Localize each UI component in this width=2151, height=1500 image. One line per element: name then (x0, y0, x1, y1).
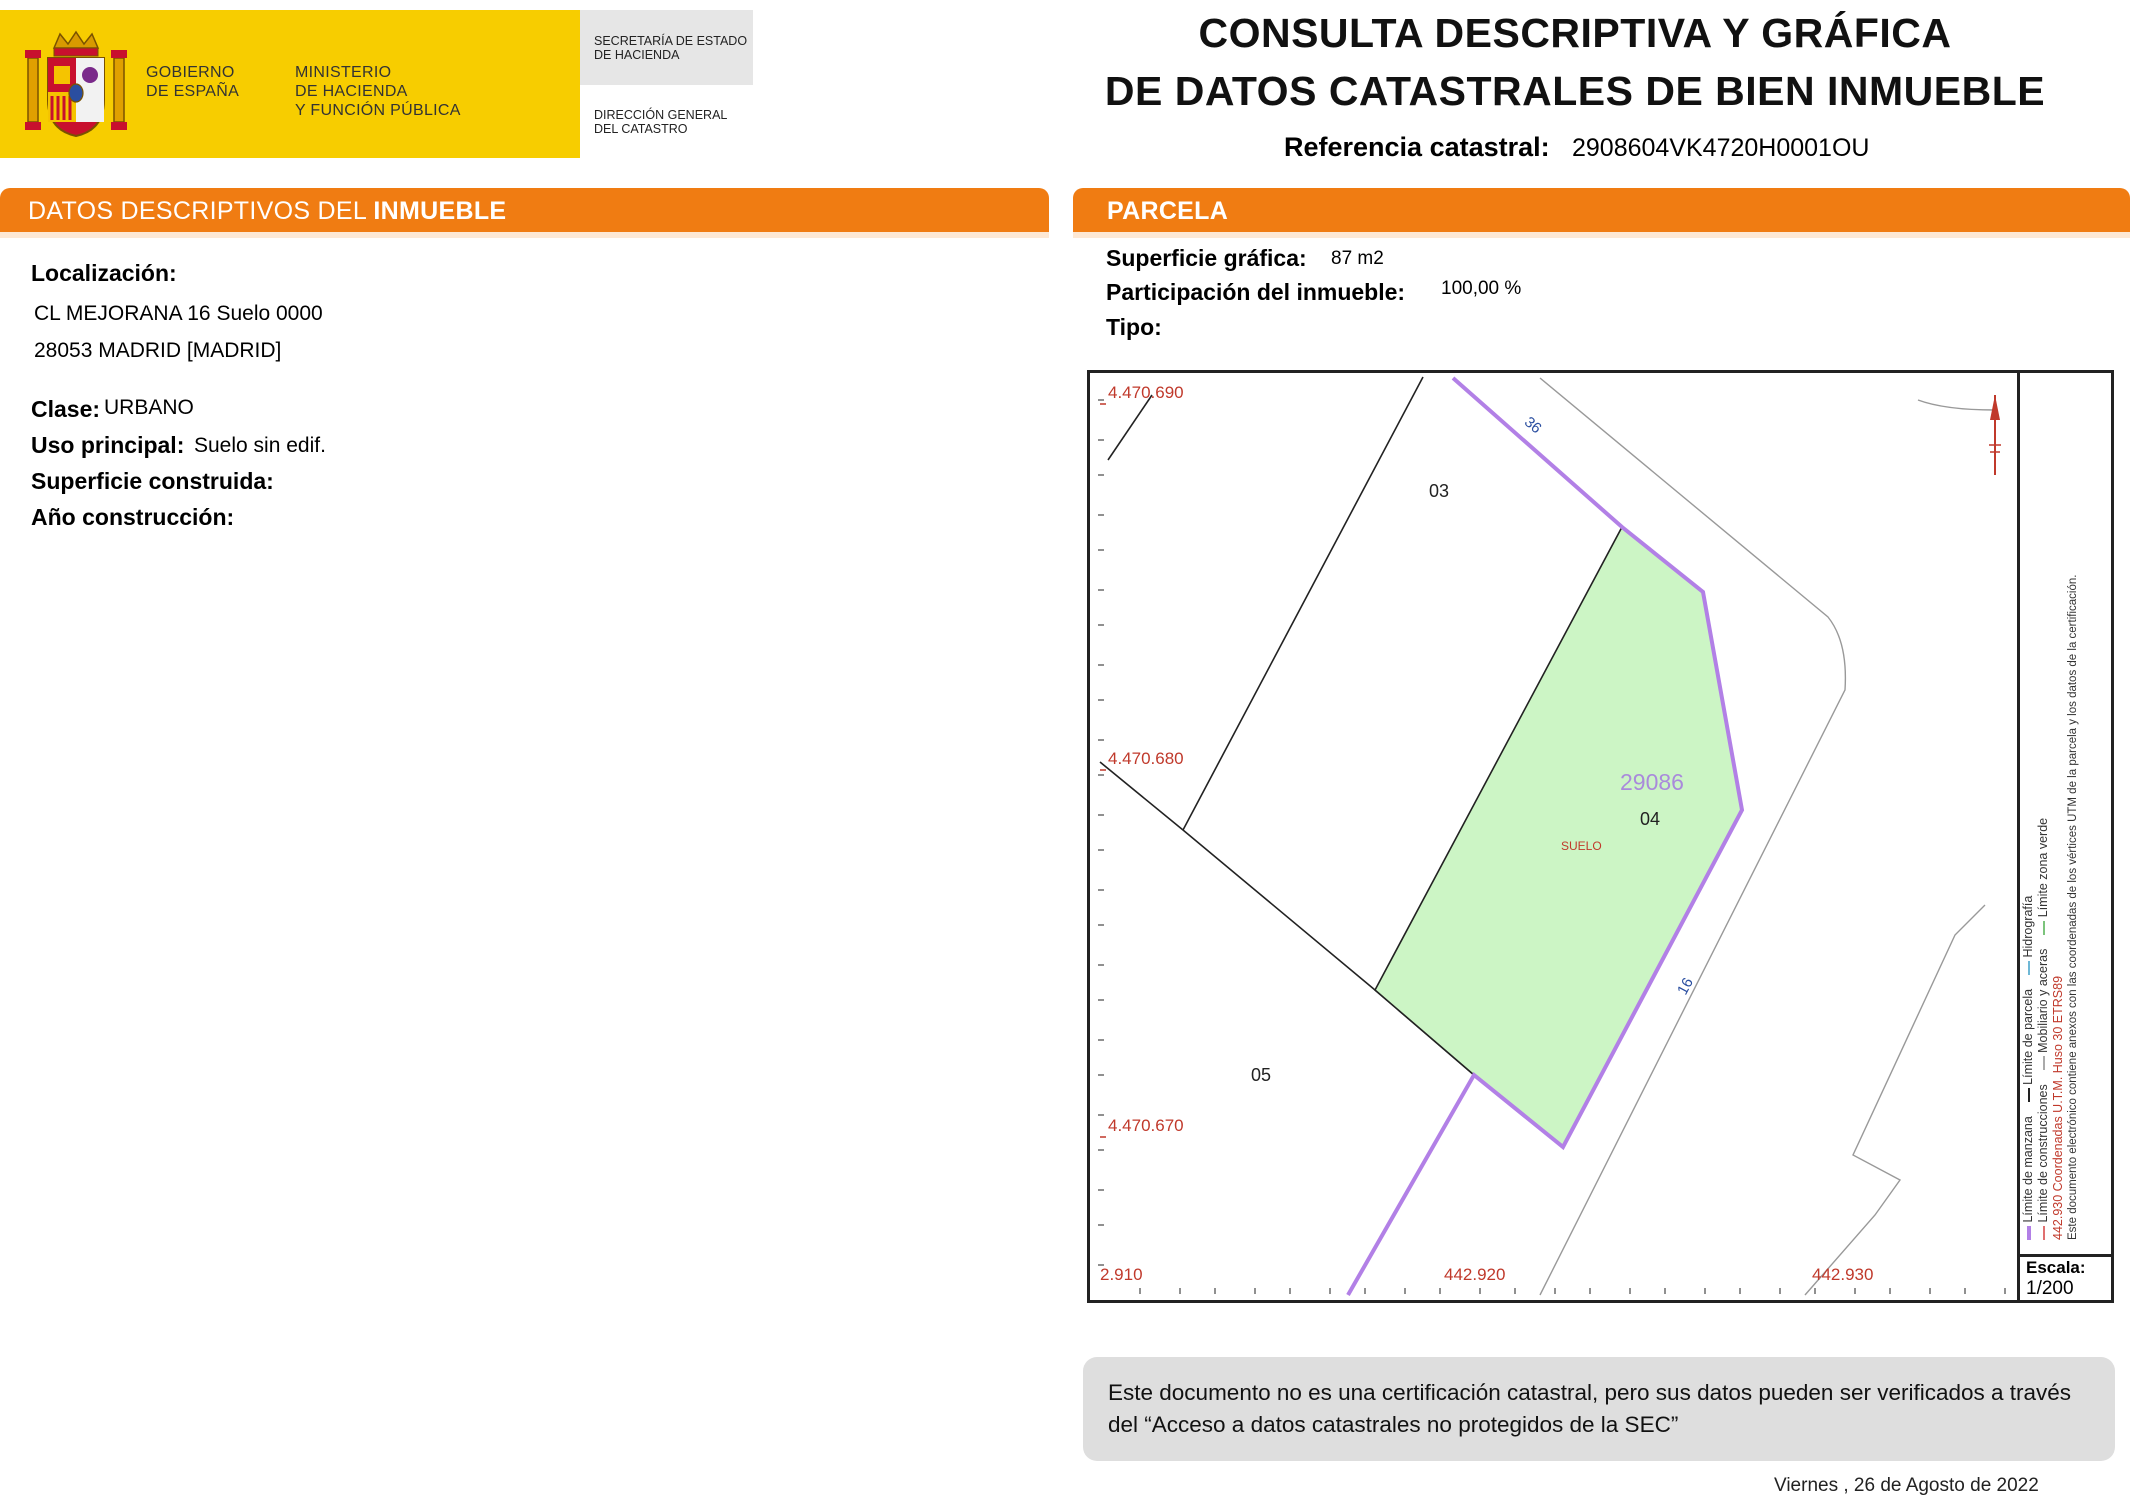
uso-principal-label: Uso principal: (31, 432, 185, 458)
participacion-label: Participación del inmueble: (1106, 279, 1406, 305)
mobiliario-swatch (2043, 1056, 2045, 1070)
construcciones-swatch (2043, 1226, 2045, 1240)
datos-descriptivos-title (28, 197, 506, 226)
legend-item: Mobiliario y aceras (2036, 948, 2050, 1053)
page-title-line2: DE DATOS CATASTRALES DE BIEN INMUEBLE (1104, 68, 2046, 114)
ref-catastral-value: 2908604VK4720H0001OU (1572, 134, 1870, 162)
page-title-line1: CONSULTA DESCRIPTIVA Y GRÁFICA (1198, 10, 1952, 56)
tipo-label: Tipo: (1106, 314, 1162, 340)
gobierno-text (146, 63, 239, 101)
scale-label: Escala: (2026, 1258, 2086, 1277)
ministerio-line: DE HACIENDA (295, 83, 408, 100)
north-arrow-icon (1989, 395, 2001, 475)
gobierno-line: DE ESPAÑA (146, 83, 240, 100)
legend-documento: Este documento electrónico contiene anexos con las coordenadas de los vértices UTM de la parcela y los datos de la certificación. (2067, 574, 2079, 1240)
band-underline (1073, 232, 2130, 238)
legend-coordenadas: 442.930 Coordenadas U.T.M. Huso 30 ETRS89 (2051, 975, 2065, 1240)
address-line2: 28053 MADRID [MADRID] (34, 339, 282, 362)
ministerio-line: Y FUNCIÓN PÚBLICA (295, 102, 461, 119)
ministerio-text (295, 63, 461, 120)
secretaria-text (594, 34, 747, 62)
coord-x-label: 2.910 (1100, 1265, 1143, 1284)
gobierno-line: GOBIERNO (146, 64, 235, 81)
participacion-value: 100,00 % (1441, 278, 1522, 299)
band-title-prefix: DATOS DESCRIPTIVOS DEL (28, 197, 374, 225)
datos-descriptivos-band (0, 188, 1049, 232)
coord-y-label: 4.470.680 (1108, 749, 1184, 768)
legend-text-block (2021, 380, 2113, 1240)
map-legend (2021, 370, 2113, 1250)
x-axis-ticks (1140, 1288, 2005, 1294)
document-date: Viernes , 26 de Agosto de 2022 (1774, 1475, 2039, 1496)
clase-label: Clase: (31, 396, 101, 422)
legend-item: Límite zona verde (2036, 817, 2050, 918)
parcel-05-label: 05 (1251, 1065, 1272, 1085)
parcel-03-label: 03 (1429, 481, 1450, 501)
legend-row1 (2021, 380, 2036, 1240)
clase-value: URBANO (104, 396, 194, 419)
direccion-text (594, 108, 727, 136)
secretaria-line: DE HACIENDA (594, 48, 680, 62)
band-title-bold: INMUEBLE (373, 197, 507, 225)
disclaimer-text: Este documento no es una certificación catastral, pero sus datos pueden ser verificados a través del “Acceso a datos catastrales no protegidos de la SEC” (1108, 1380, 2072, 1437)
zona-verde-swatch (2043, 921, 2045, 935)
legend-item: Límite de manzana (2021, 1116, 2035, 1223)
cadastral-map (1090, 373, 2017, 1300)
superficie-grafica-value: 87 m2 (1331, 248, 1384, 269)
uso-principal-value: Suelo sin edif. (194, 434, 326, 457)
street-number-label: 16 (1674, 975, 1697, 998)
coord-x-label: 442.920 (1444, 1265, 1506, 1284)
legend-item: Límite de construcciones (2036, 1084, 2050, 1223)
coord-y-label: 4.470.670 (1108, 1116, 1184, 1135)
manzana-swatch (2027, 1226, 2031, 1240)
superficie-construida-label: Superficie construida: (31, 468, 274, 494)
superficie-grafica-label: Superficie gráfica: (1106, 245, 1307, 271)
scale-value: 1/200 (2026, 1278, 2074, 1299)
parcel-number-label: 29086 (1620, 769, 1684, 795)
ano-construccion-label: Año construcción: (31, 504, 235, 530)
band-underline (0, 232, 1049, 238)
hidrografia-swatch (2028, 961, 2030, 975)
direccion-line: DEL CATASTRO (594, 122, 688, 136)
direccion-line: DIRECCIÓN GENERAL (594, 108, 728, 122)
parcel-29086-area (1375, 527, 1742, 1147)
parcela-title: PARCELA (1107, 197, 1229, 225)
legend-item: Límite de parcela (2021, 988, 2035, 1085)
localizacion-label: Localización: (31, 260, 177, 286)
scale-divider (2017, 1254, 2114, 1257)
suelo-label: SUELO (1561, 839, 1602, 853)
coat-of-arms-icon (24, 30, 128, 140)
parcela-band (1073, 188, 2130, 232)
ministerio-line: MINISTERIO (295, 64, 392, 81)
legend-divider (2017, 370, 2020, 1303)
street-number-label: 36 (1520, 413, 1545, 438)
parcela-swatch (2028, 1088, 2030, 1102)
y-axis-ticks (1098, 400, 1104, 1265)
legend-row2 (2036, 380, 2051, 1240)
legend-item: Hidrografía (2021, 895, 2035, 958)
parcel-04-label: 04 (1640, 809, 1661, 829)
coord-y-label: 4.470.690 (1108, 383, 1184, 402)
coord-x-label: 442.930 (1812, 1265, 1874, 1284)
address-line1: CL MEJORANA 16 Suelo 0000 (34, 302, 323, 325)
ref-catastral-label: Referencia catastral: (1284, 132, 1550, 162)
secretaria-line: SECRETARÍA DE ESTADO (594, 34, 748, 48)
